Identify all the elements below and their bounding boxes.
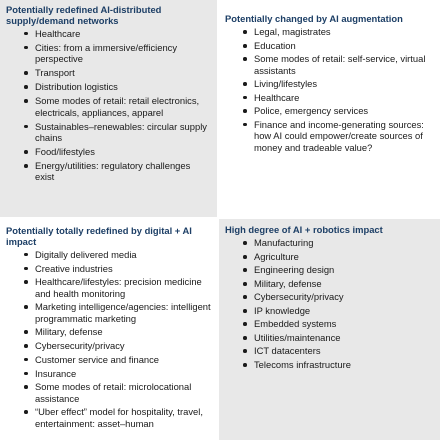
list-item-text: Police, emergency services: [254, 105, 369, 117]
bullet-icon: [243, 363, 247, 367]
bullet-icon: [243, 282, 247, 286]
bullet-icon: [24, 267, 28, 271]
bullet-icon: [243, 309, 247, 313]
list-item: [35, 326, 211, 337]
list-item-text: Living/lifestyles: [254, 78, 318, 90]
bullet-icon: [243, 123, 247, 127]
list-item: [35, 95, 211, 118]
vertical-divider: [217, 0, 219, 440]
list-item: [254, 264, 434, 275]
bullet-icon: [24, 164, 28, 168]
list-item: [35, 249, 211, 260]
list-item: [35, 381, 211, 404]
quadrant-bottom-left: [0, 219, 217, 440]
list-item: [254, 78, 434, 89]
list-item: [35, 28, 211, 39]
bullet-list: [6, 249, 211, 429]
quadrant-heading: Potentially totally redefined by digital + AI impact: [6, 225, 192, 248]
list-item-text: Food/lifestyles: [35, 146, 95, 158]
list-item-text: Military, defense: [254, 277, 322, 289]
list-item: [35, 67, 211, 78]
quadrant-heading: Potentially redefined AI-distributed supply/demand networks: [6, 4, 162, 27]
list-item-text: Cybersecurity/privacy: [254, 291, 344, 303]
bullet-icon: [243, 109, 247, 113]
list-item-text: Customer service and finance: [35, 353, 160, 365]
list-item: [254, 40, 434, 51]
bullet-icon: [24, 330, 28, 334]
bullet-icon: [24, 358, 28, 362]
list-item: [35, 81, 211, 92]
quadrant-heading: Potentially changed by AI augmentation: [225, 13, 403, 24]
list-item: [254, 237, 434, 248]
horizontal-divider: [0, 217, 440, 219]
list-item: [254, 251, 434, 262]
list-item-text: Finance and income-generating sources: how AI could empower/create sources of money and tradeable value?: [254, 118, 424, 153]
list-item-text: ICT datacenters: [254, 345, 321, 357]
list-item-text: Utilities/maintenance: [254, 331, 341, 343]
list-item-text: Telecoms infrastructure: [254, 358, 351, 370]
bullet-icon: [24, 280, 28, 284]
list-item-text: Sustainables–renewables: circular supply chains: [35, 120, 207, 144]
bullet-icon: [24, 32, 28, 36]
list-item: [35, 263, 211, 274]
bullet-icon: [243, 30, 247, 34]
list-item: [254, 119, 434, 153]
bullet-icon: [24, 344, 28, 348]
list-item-text: Military, defense: [35, 326, 103, 338]
quadrant-heading: High degree of AI + robotics impact: [225, 224, 383, 235]
bullet-icon: [243, 241, 247, 245]
list-item: [254, 53, 434, 76]
list-item-text: Engineering design: [254, 264, 335, 276]
bullet-icon: [24, 385, 28, 389]
quadrant-bottom-right: [219, 219, 440, 440]
list-item-text: Marketing intelligence/agencies: intelligent programmatic marketing: [35, 301, 211, 324]
list-item: [254, 305, 434, 316]
list-item: [35, 340, 211, 351]
list-item: [254, 105, 434, 116]
list-item: [35, 301, 211, 324]
list-item-text: IP knowledge: [254, 304, 311, 316]
list-item: [254, 332, 434, 343]
list-item-text: Healthcare: [35, 27, 81, 39]
list-item-text: Cybersecurity/privacy: [35, 340, 125, 352]
bullet-icon: [243, 322, 247, 326]
list-item-text: Education: [254, 39, 296, 51]
list-item-text: Healthcare: [254, 91, 300, 103]
list-item: [35, 276, 211, 299]
bullet-icon: [24, 372, 28, 376]
bullet-icon: [243, 44, 247, 48]
bullet-list: [225, 237, 434, 370]
list-item-text: Transport: [35, 67, 75, 79]
quadrant-top-left: [0, 0, 217, 217]
list-item-text: Cities: from a immersive/efficiency perspective: [35, 41, 178, 65]
list-item: [35, 42, 211, 65]
bullet-list: [6, 28, 211, 183]
bullet-icon: [243, 82, 247, 86]
bullet-icon: [243, 268, 247, 272]
list-item: [35, 121, 211, 144]
list-item: [35, 160, 211, 183]
list-item-text: Distribution logistics: [35, 81, 118, 93]
list-item: [35, 368, 211, 379]
list-item: [254, 26, 434, 37]
bullet-list: [225, 26, 434, 153]
list-item-text: Creative industries: [35, 262, 113, 274]
bullet-icon: [24, 253, 28, 257]
quadrant-top-right: [219, 0, 440, 217]
list-item: [35, 354, 211, 365]
list-item-text: “Uber effect” model for hospitality, travel, entertainment: asset–human: [35, 406, 203, 429]
list-item-text: Healthcare/lifestyles: precision medicine and health monitoring: [35, 276, 202, 299]
list-item-text: Agriculture: [254, 250, 299, 262]
list-item-text: Legal, magistrates: [254, 26, 331, 38]
list-item-text: Insurance: [35, 367, 77, 379]
list-item: [254, 278, 434, 289]
list-item: [35, 406, 211, 429]
list-item: [254, 92, 434, 103]
bullet-icon: [24, 410, 28, 414]
list-item-text: Some modes of retail: retail electronics, electricals, appliances, apparel: [35, 95, 200, 118]
list-item-text: Energy/utilities: regulatory challenges exist: [35, 160, 191, 183]
list-item-text: Embedded systems: [254, 318, 337, 330]
bullet-icon: [243, 295, 247, 299]
bullet-icon: [243, 57, 247, 61]
bullet-icon: [24, 125, 28, 129]
bullet-icon: [24, 71, 28, 75]
list-item: [35, 146, 211, 157]
bullet-icon: [24, 305, 28, 309]
bullet-icon: [24, 99, 28, 103]
list-item: [254, 291, 434, 302]
list-item: [254, 359, 434, 370]
list-item-text: Digitally delivered media: [35, 248, 137, 260]
bullet-icon: [24, 46, 28, 50]
list-item: [254, 318, 434, 329]
list-item-text: Some modes of retail: self-service, virtual assistants: [254, 53, 426, 76]
list-item: [254, 345, 434, 356]
list-item-text: Some modes of retail: microlocational assistance: [35, 381, 192, 404]
bullet-icon: [243, 336, 247, 340]
bullet-icon: [243, 96, 247, 100]
bullet-icon: [243, 255, 247, 259]
bullet-icon: [243, 349, 247, 353]
bullet-icon: [24, 150, 28, 154]
list-item-text: Manufacturing: [254, 237, 314, 249]
bullet-icon: [24, 85, 28, 89]
